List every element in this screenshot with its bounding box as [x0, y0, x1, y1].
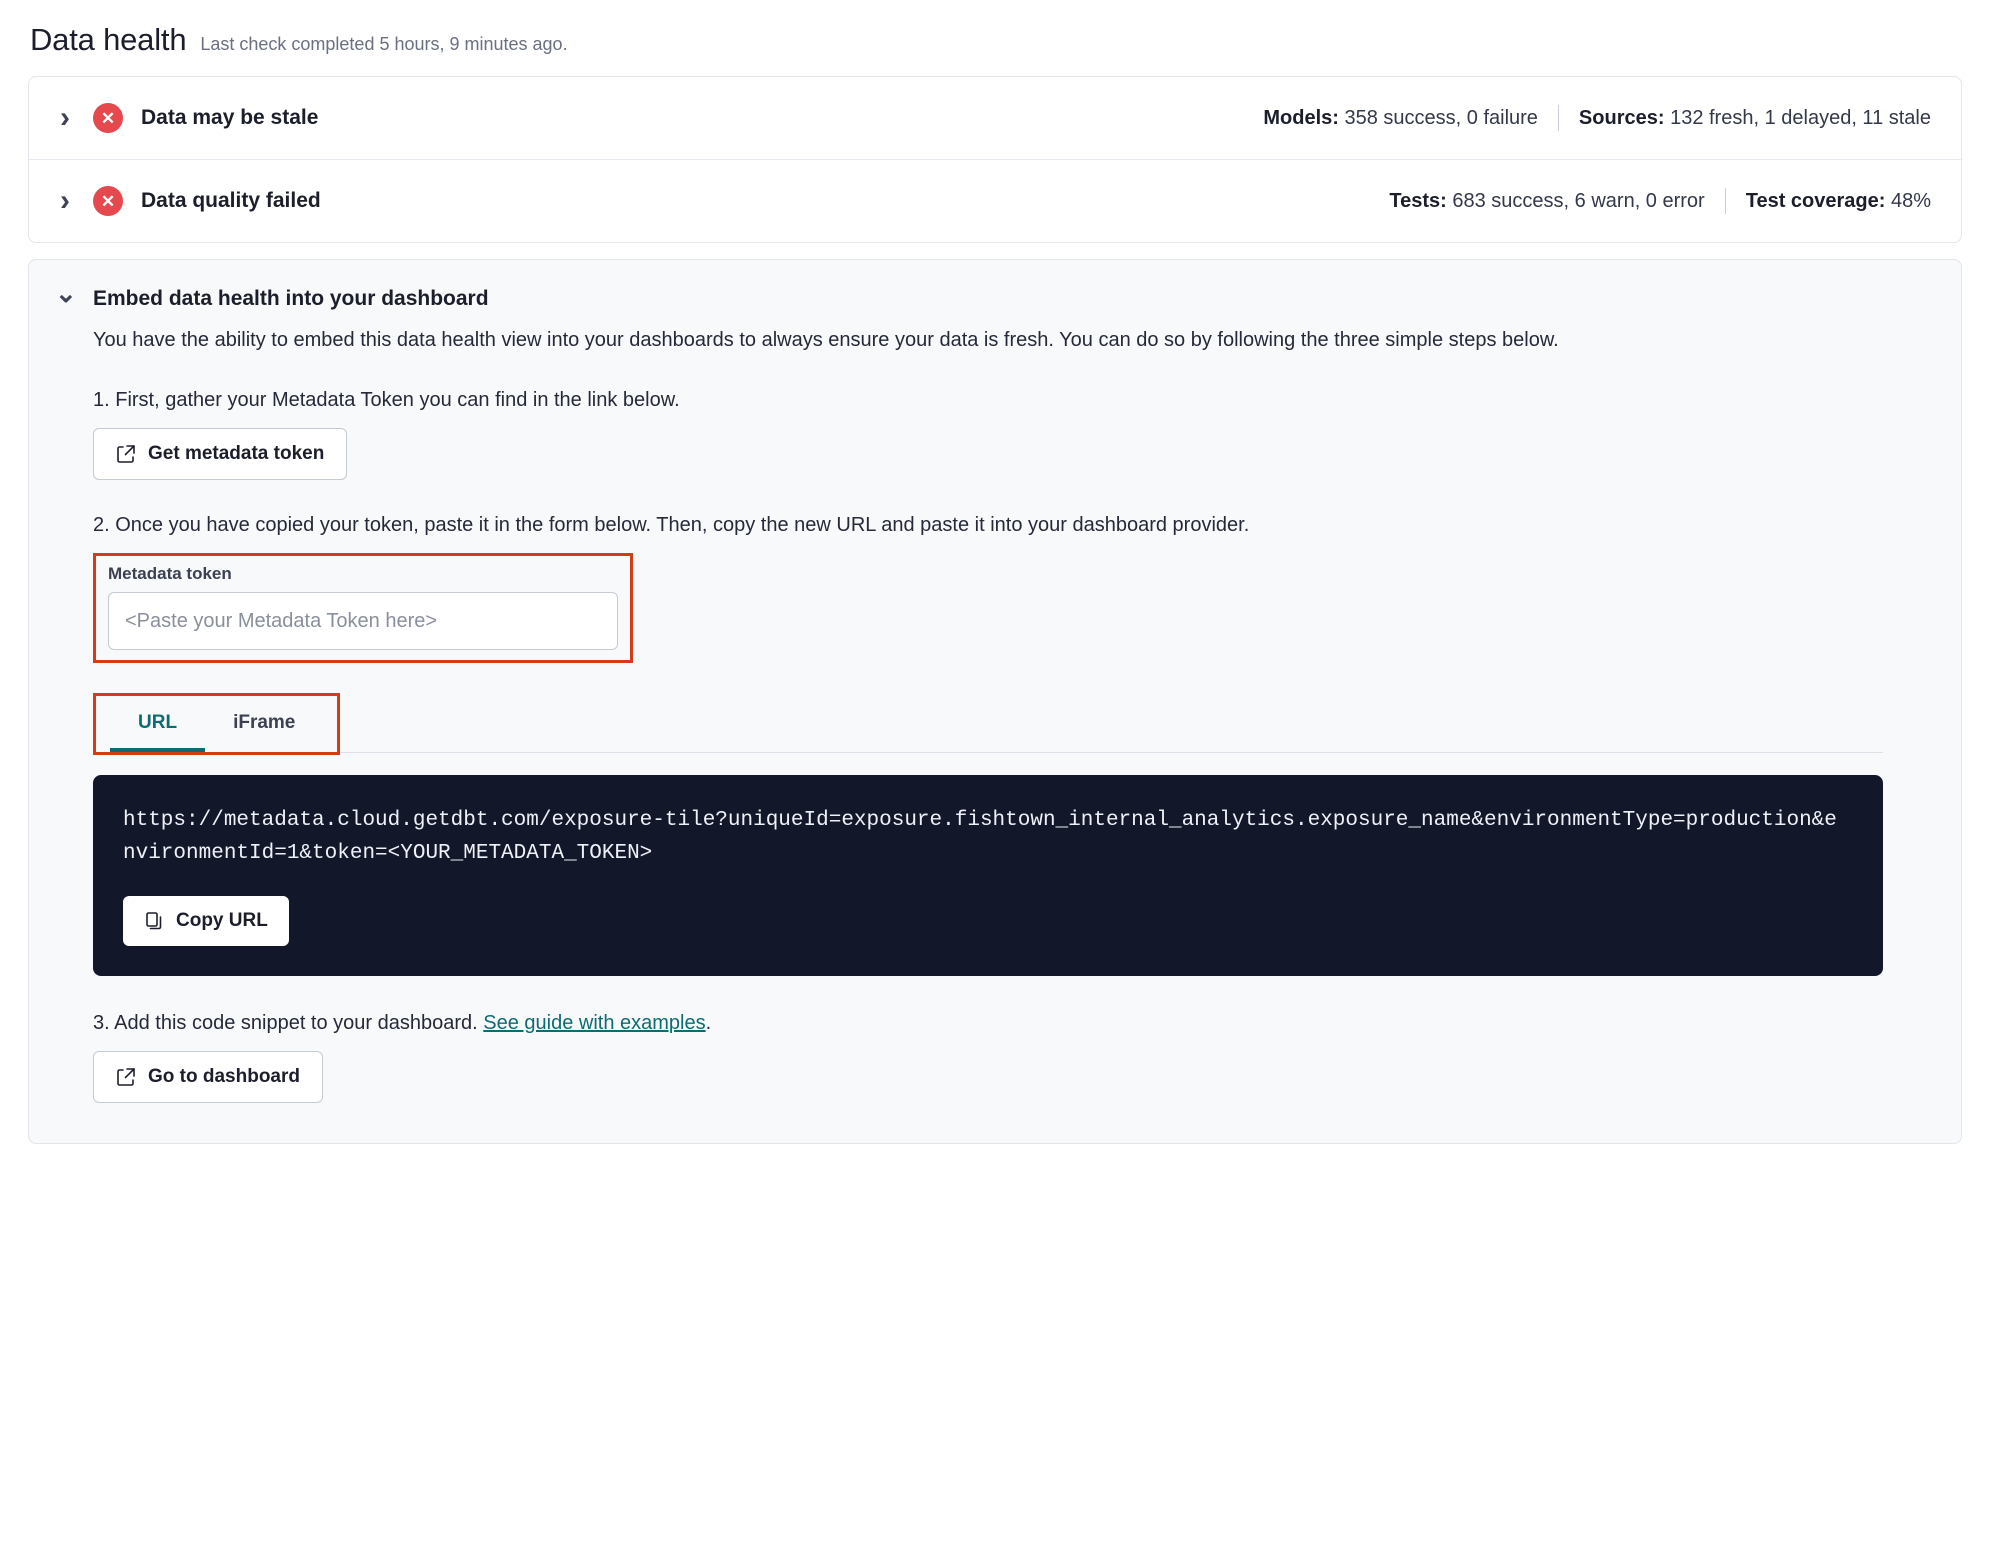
- error-circle-icon: ✕: [93, 103, 123, 133]
- embed-header[interactable]: [55, 286, 1935, 312]
- embed-tabs-region: [93, 693, 1935, 753]
- last-check-status: Last check completed 5 hours, 9 minutes ago.: [200, 34, 568, 54]
- embed-step-1-text: 1. First, gather your Metadata Token you can find in the link below.: [93, 389, 680, 411]
- embed-title: Embed data health into your dashboard: [93, 287, 489, 310]
- status-row-data-stale[interactable]: [29, 77, 1961, 159]
- go-to-dashboard-button[interactable]: [93, 1051, 323, 1103]
- status-metrics: [1389, 188, 1931, 214]
- metric-sources-value: 132 fresh, 1 delayed, 11 stale: [1670, 106, 1931, 129]
- chevron-right-icon[interactable]: [55, 186, 75, 216]
- status-label: Data quality failed: [141, 189, 321, 212]
- metric-tests: [1389, 190, 1704, 213]
- status-row-data-quality[interactable]: [29, 159, 1961, 242]
- tab-iframe[interactable]: iFrame: [233, 712, 296, 733]
- metric-tests-value: 683 success, 6 warn, 0 error: [1452, 189, 1705, 212]
- copy-url-label: Copy URL: [176, 910, 268, 932]
- embed-step-3-suffix: .: [705, 1012, 712, 1035]
- embed-tabs: [96, 696, 337, 752]
- error-circle-icon: ✕: [93, 186, 123, 216]
- metric-sources: [1579, 107, 1931, 130]
- metric-coverage-label: Test coverage:: [1745, 189, 1886, 212]
- status-card: [28, 76, 1962, 243]
- get-metadata-token-label: Get metadata token: [148, 443, 325, 464]
- external-link-icon: [116, 1067, 136, 1087]
- chevron-right-icon[interactable]: [55, 103, 75, 133]
- chevron-down-icon[interactable]: [55, 286, 75, 312]
- metadata-token-highlight: [93, 553, 633, 663]
- metric-coverage-value: 48%: [1890, 189, 1931, 212]
- embed-url-snippet: https://metadata.cloud.getdbt.com/exposure-tile?uniqueId=exposure.fishtown_internal_analytics.exposure_name&environmentType=production&environmentId=1&token=<YOUR_METADATA_TOKEN>: [123, 809, 1837, 865]
- embed-step-3-prefix: 3. Add this code snippet to your dashboard.: [93, 1012, 484, 1035]
- copy-icon: [144, 911, 164, 931]
- page-title: Data health: [30, 22, 187, 57]
- embed-body: [55, 312, 1935, 1103]
- get-metadata-token-button[interactable]: [93, 428, 347, 480]
- metadata-token-label: Metadata token: [108, 564, 232, 583]
- metric-coverage: [1746, 190, 1931, 213]
- see-guide-link[interactable]: See guide with examples: [483, 1012, 706, 1035]
- metric-models: [1263, 107, 1538, 130]
- tabs-highlight: [93, 693, 340, 755]
- embed-description: You have the ability to embed this data health view into your dashboards to always ensure your data is fresh. You can do so by following the three simple steps below.: [93, 329, 1559, 351]
- embed-panel: [28, 259, 1962, 1144]
- metric-models-value: 358 success, 0 failure: [1344, 106, 1538, 129]
- metric-divider: [1558, 105, 1559, 131]
- embed-code-block: [93, 775, 1883, 976]
- status-metrics: [1263, 105, 1931, 131]
- status-label: Data may be stale: [141, 106, 319, 129]
- embed-step-3-text: [93, 1012, 1935, 1035]
- page-header: [28, 18, 1962, 76]
- spacer: [93, 480, 1935, 514]
- tab-url[interactable]: URL: [110, 696, 205, 752]
- go-to-dashboard-label: Go to dashboard: [148, 1066, 300, 1088]
- embed-step-2-text: 2. Once you have copied your token, paste it in the form below. Then, copy the new URL and paste it into your dashboard provider.: [93, 514, 1250, 536]
- tabs-underline: [93, 752, 1883, 753]
- copy-url-button[interactable]: [123, 896, 289, 946]
- metric-tests-label: Tests:: [1389, 189, 1447, 212]
- external-link-icon: [116, 444, 136, 464]
- metric-models-label: Models:: [1263, 106, 1339, 129]
- metric-divider: [1725, 188, 1726, 214]
- metric-sources-label: Sources:: [1578, 106, 1665, 129]
- metadata-token-input[interactable]: [108, 592, 618, 650]
